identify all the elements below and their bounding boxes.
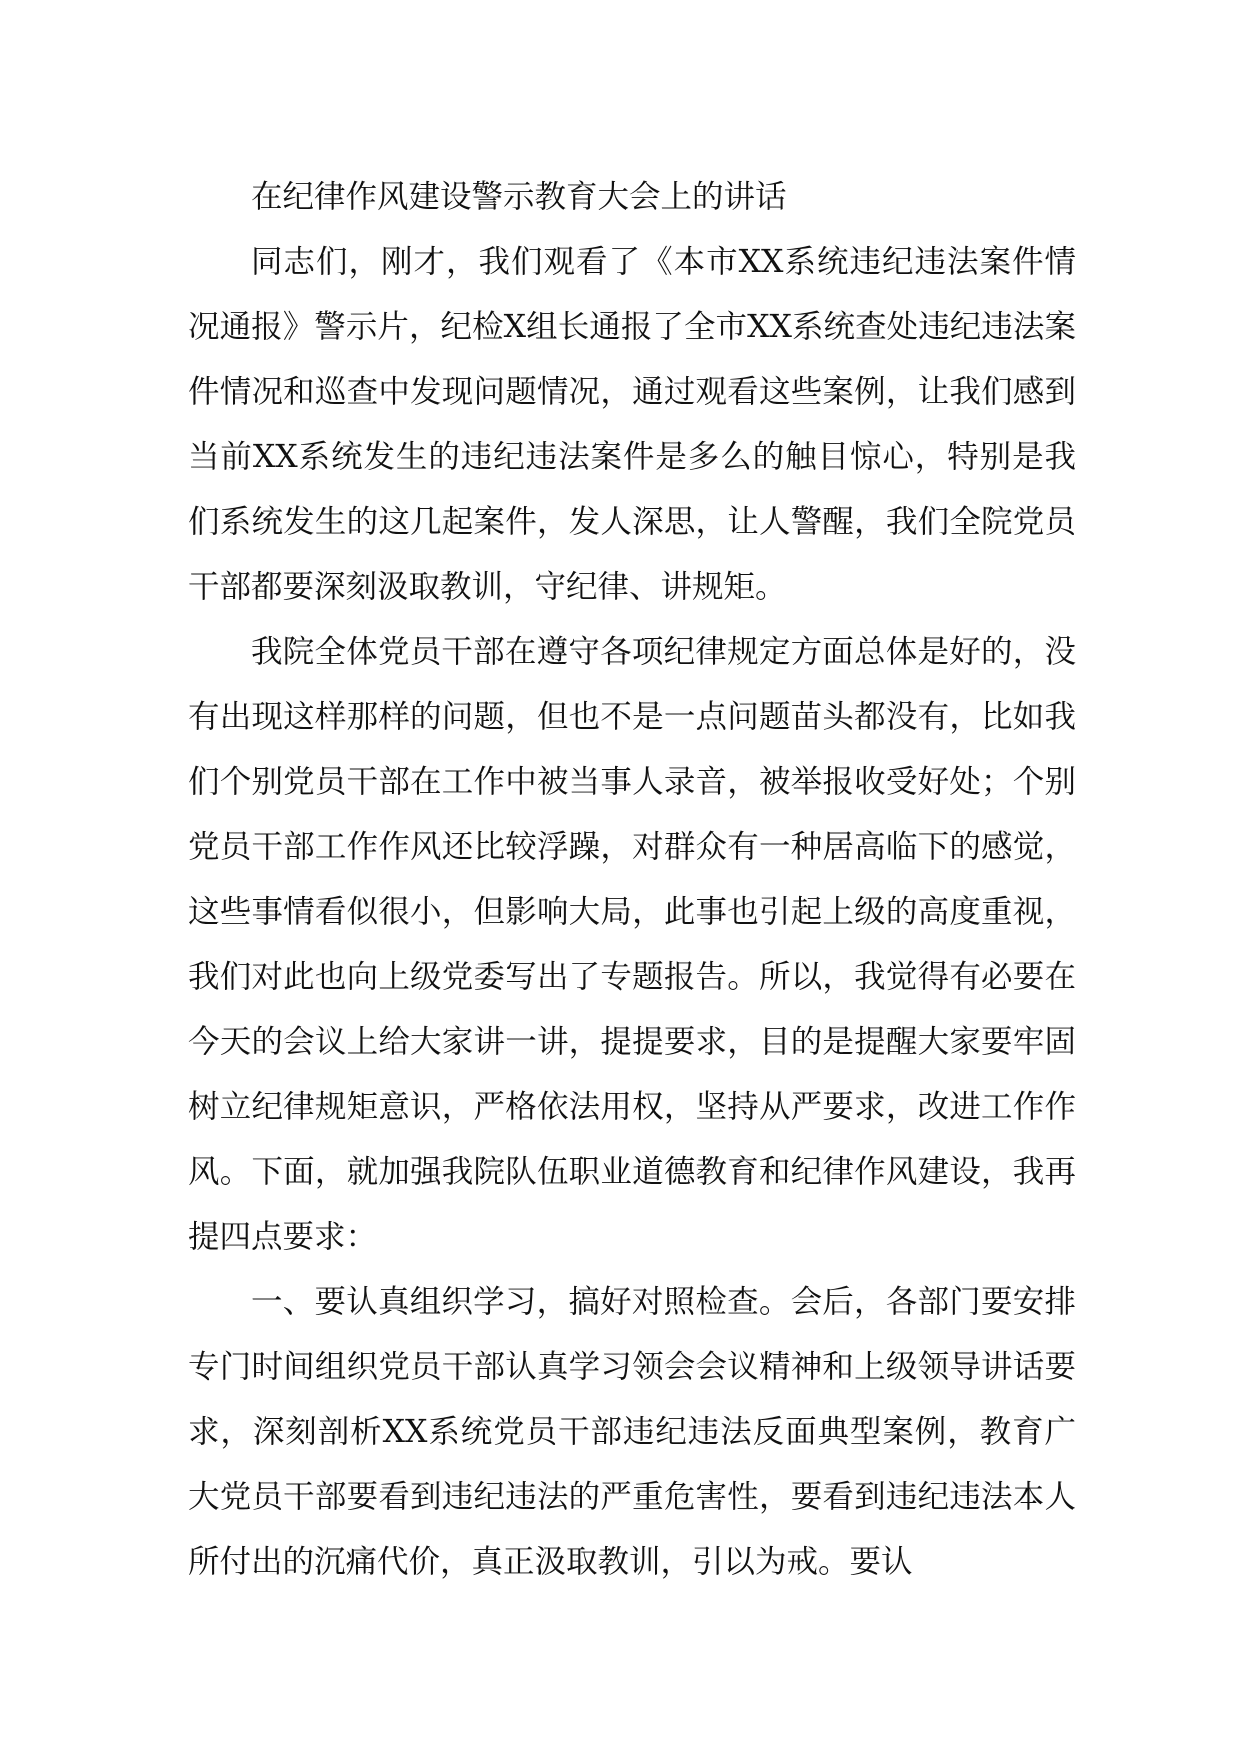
- paragraph-opening: 同志们，刚才，我们观看了《本市XX系统违纪违法案件情况通报》警示片，纪检X组长通报了全市XX系统查处违纪违法案件情况和巡查中发现问题情况，通过观看这些案例，让我们感到当前XX系统发生的违纪违法案件是多么的触目惊心，特别是我们系统发生的这几起案件，发人深思，让人警醒，我们全院党员干部都要深刻汲取教训，守纪律、讲规矩。: [188, 244, 1076, 605]
- paragraph-requirement-one: 一、要认真组织学习，搞好对照检查。会后，各部门要安排专门时间组织党员干部认真学习领会会议精神和上级领导讲话要求，深刻剖析XX系统党员干部违纪违法反面典型案例，教育广大党员干部要看到违纪违法的严重危害性，要看到违纪违法本人所付出的沉痛代价，真正汲取教训，引以为戒。要认: [188, 1284, 1076, 1580]
- document-body: [188, 165, 1076, 1595]
- document-title: 在纪律作风建设警示教育大会上的讲话: [251, 179, 787, 215]
- paragraph-overview: 我院全体党员干部在遵守各项纪律规定方面总体是好的，没有出现这样那样的问题，但也不是一点问题苗头都没有，比如我们个别党员干部在工作中被当事人录音，被举报收受好处；个别党员干部工作作风还比较浮躁，对群众有一种居高临下的感觉，这些事情看似很小，但影响大局，此事也引起上级的高度重视，我们对此也向上级党委写出了专题报告。所以，我觉得有必要在今天的会议上给大家讲一讲，提提要求，目的是提醒大家要牢固树立纪律规矩意识，严格依法用权，坚持从严要求，改进工作作风。下面，就加强我院队伍职业道德教育和纪律作风建设，我再提四点要求：: [188, 634, 1076, 1255]
